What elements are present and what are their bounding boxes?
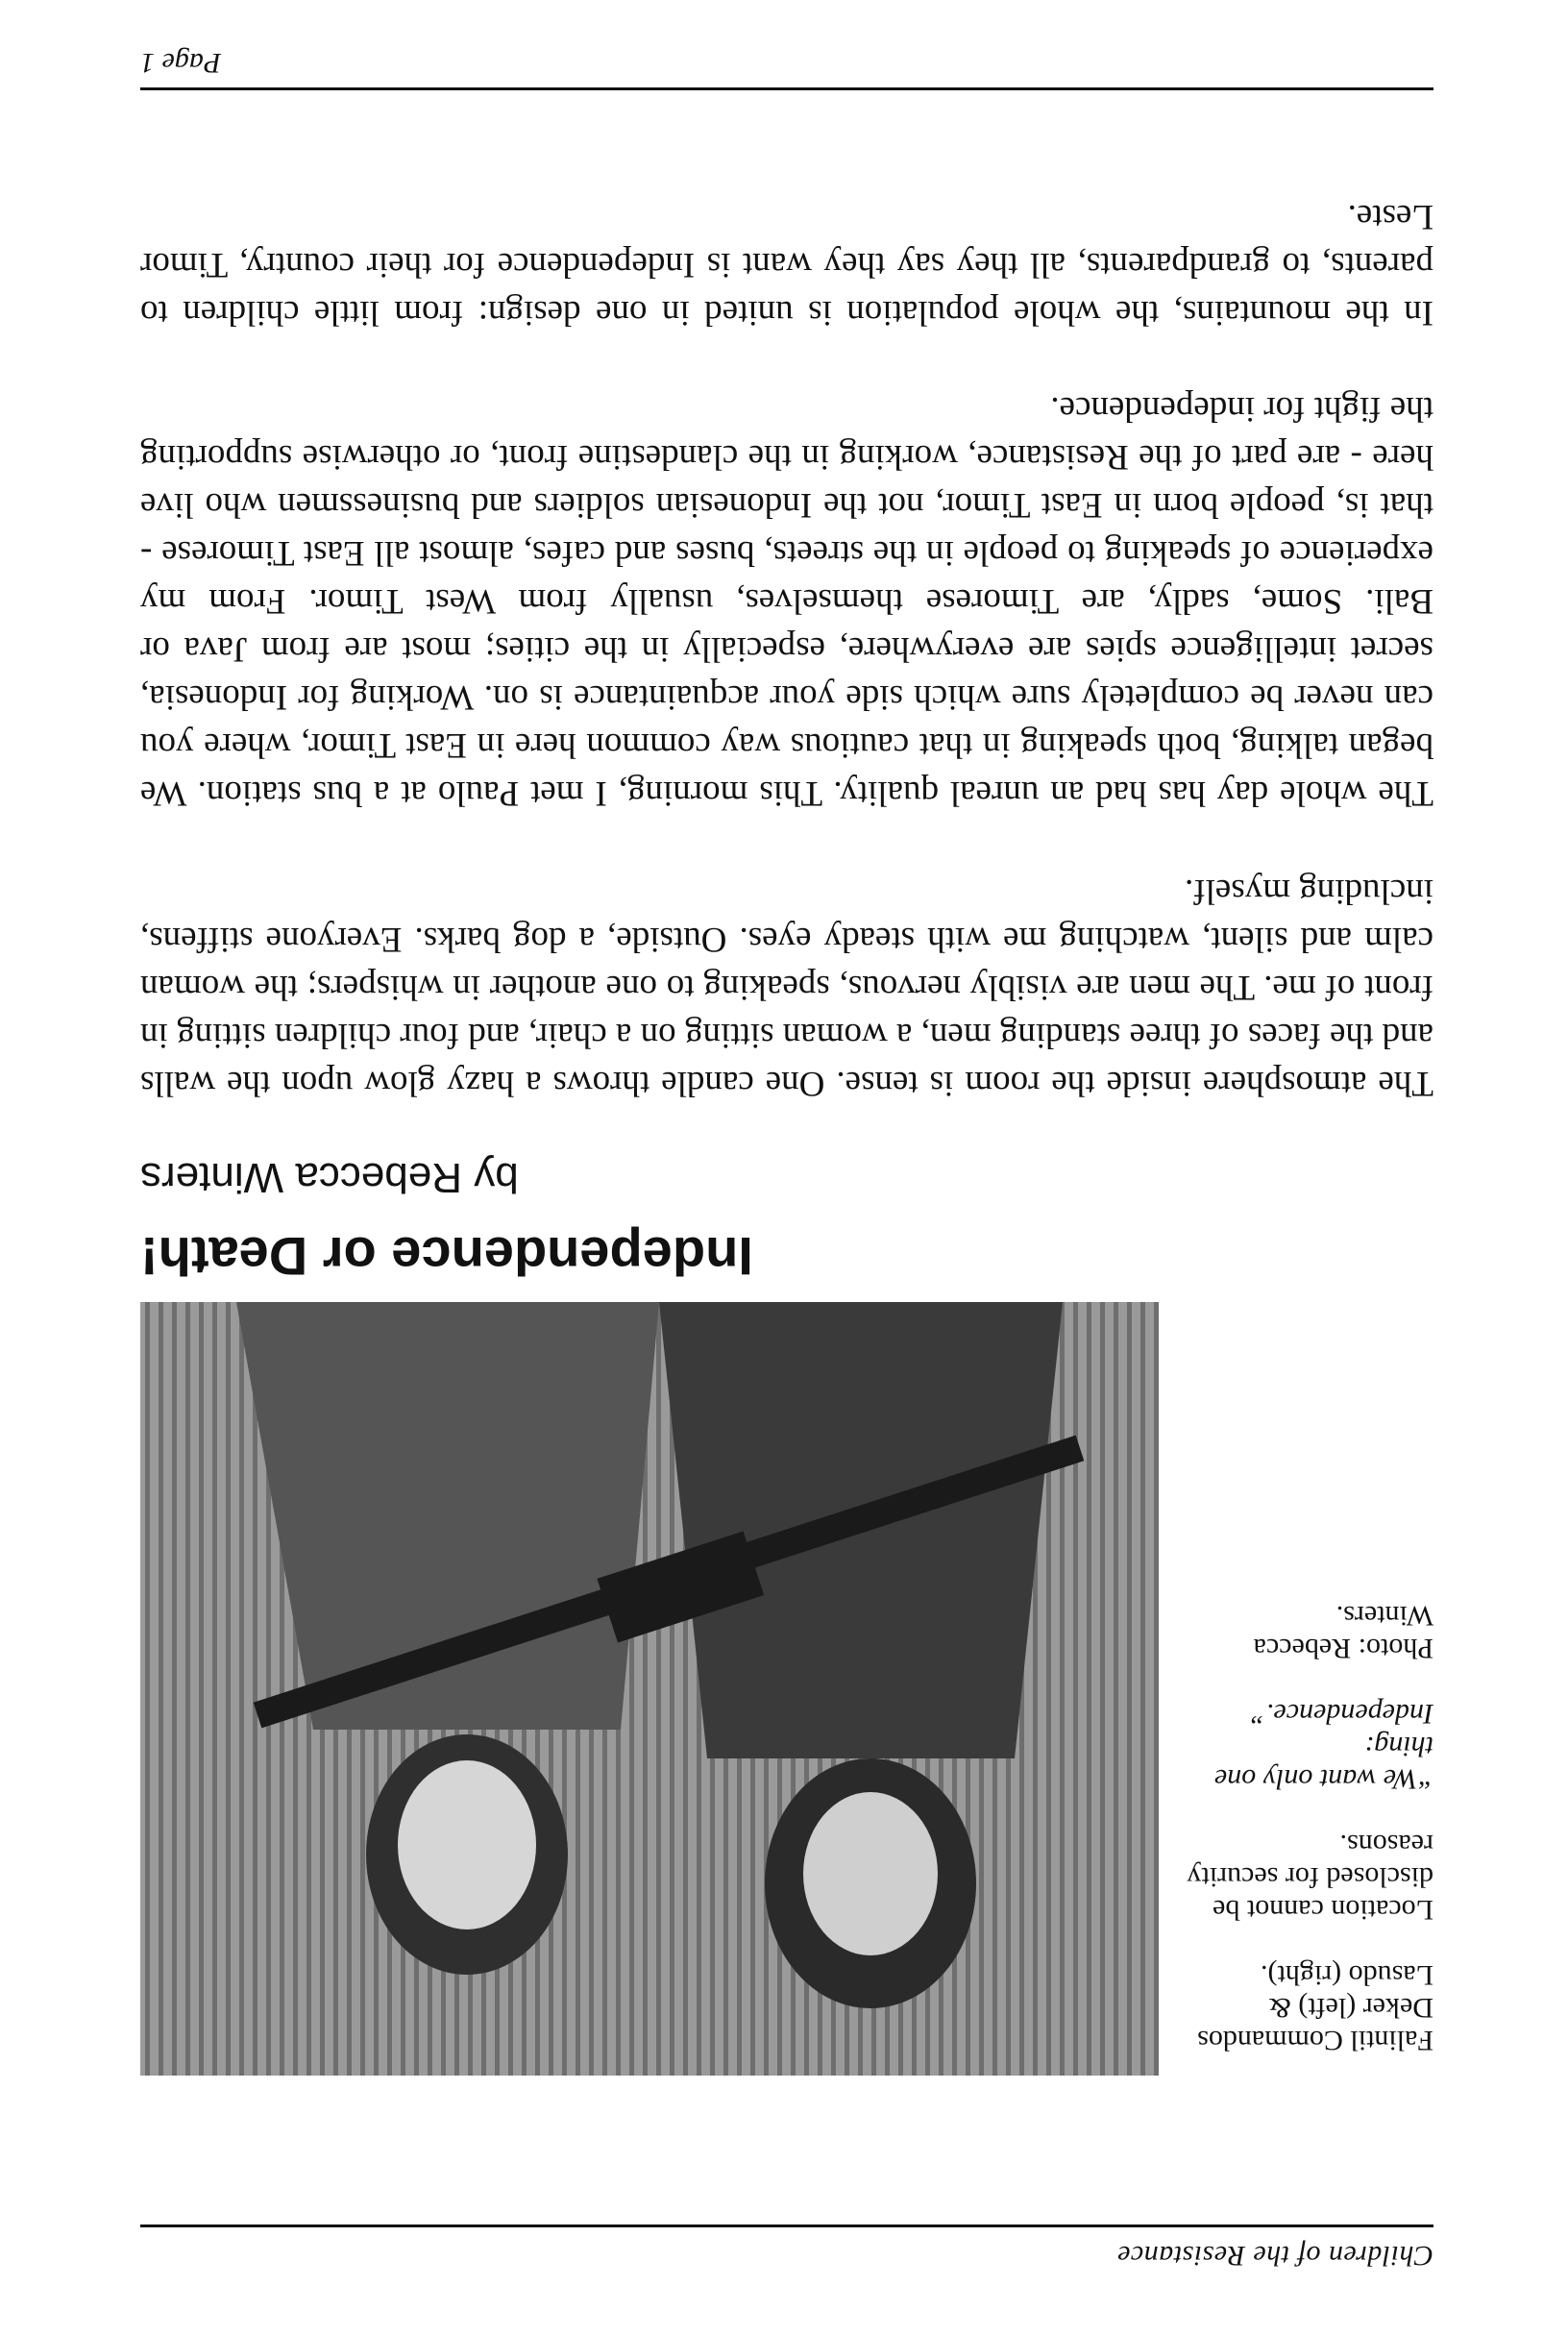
page-number: Page 1: [140, 47, 222, 79]
caption-subjects: Falintil Commandos Deker (left) & Lasudo (right).: [1197, 1959, 1433, 2056]
photo-caption: [1184, 1566, 1433, 2056]
photo-image: [140, 1302, 1159, 2076]
caption-credit: Photo: Rebecca Winters.: [1253, 1600, 1433, 1664]
left-figure-face: [803, 1792, 938, 1955]
article-paragraph: In the mountains, the whole population is united in one design: from little children to parents, to grandparents, all they say they want is Independence for their country, Timor Leste.: [140, 197, 1433, 332]
caption-quote: “We want only one thing: Independence.”: [1213, 1698, 1433, 1795]
footer-rule: [140, 87, 1433, 90]
article-title: Independence or Death!: [140, 1226, 753, 1287]
right-figure-face: [398, 1760, 536, 1929]
commandos-photo: [140, 1302, 1159, 2076]
running-head: Children of the Resistance: [1116, 2240, 1433, 2272]
article-byline: by Rebecca Winters: [140, 1154, 519, 1201]
header-rule: [140, 2224, 1433, 2227]
article-paragraph: The whole day has had an unreal quality. This morning, I met Paulo at a bus station. We began talking, both speaking in that cautious way common here in East Timor, where you can never be completely sure which side your acquaintance is on. Working for Indonesia, secret intelligence spies are everywhere, especially in the cities; most are from Java or Bali. Some, sadly, are Timorese themselves, usually from West Timor. From my experience of speaking to people in the streets, buses and cafes, almost all East Timorese - that is, people born in East Timor, not the Indonesian soldiers and businessmen who live here - are part of the Resistance, working in the clandestine front, or otherwise supporting the fight for independence.: [140, 389, 1433, 813]
caption-location-note: Location cannot be disclosed for security reasons.: [1187, 1829, 1433, 1926]
article-paragraph: The atmosphere inside the room is tense. One candle throws a hazy glow upon the walls and the faces of three standing men, a woman sitting on a chair, and four children sitting in front of me. The men are visibly nervous, speaking to one another in whispers; the woman calm and silent, watching me with steady eyes. Outside, a dog barks. Everyone stiffens, including myself.: [140, 872, 1433, 1103]
